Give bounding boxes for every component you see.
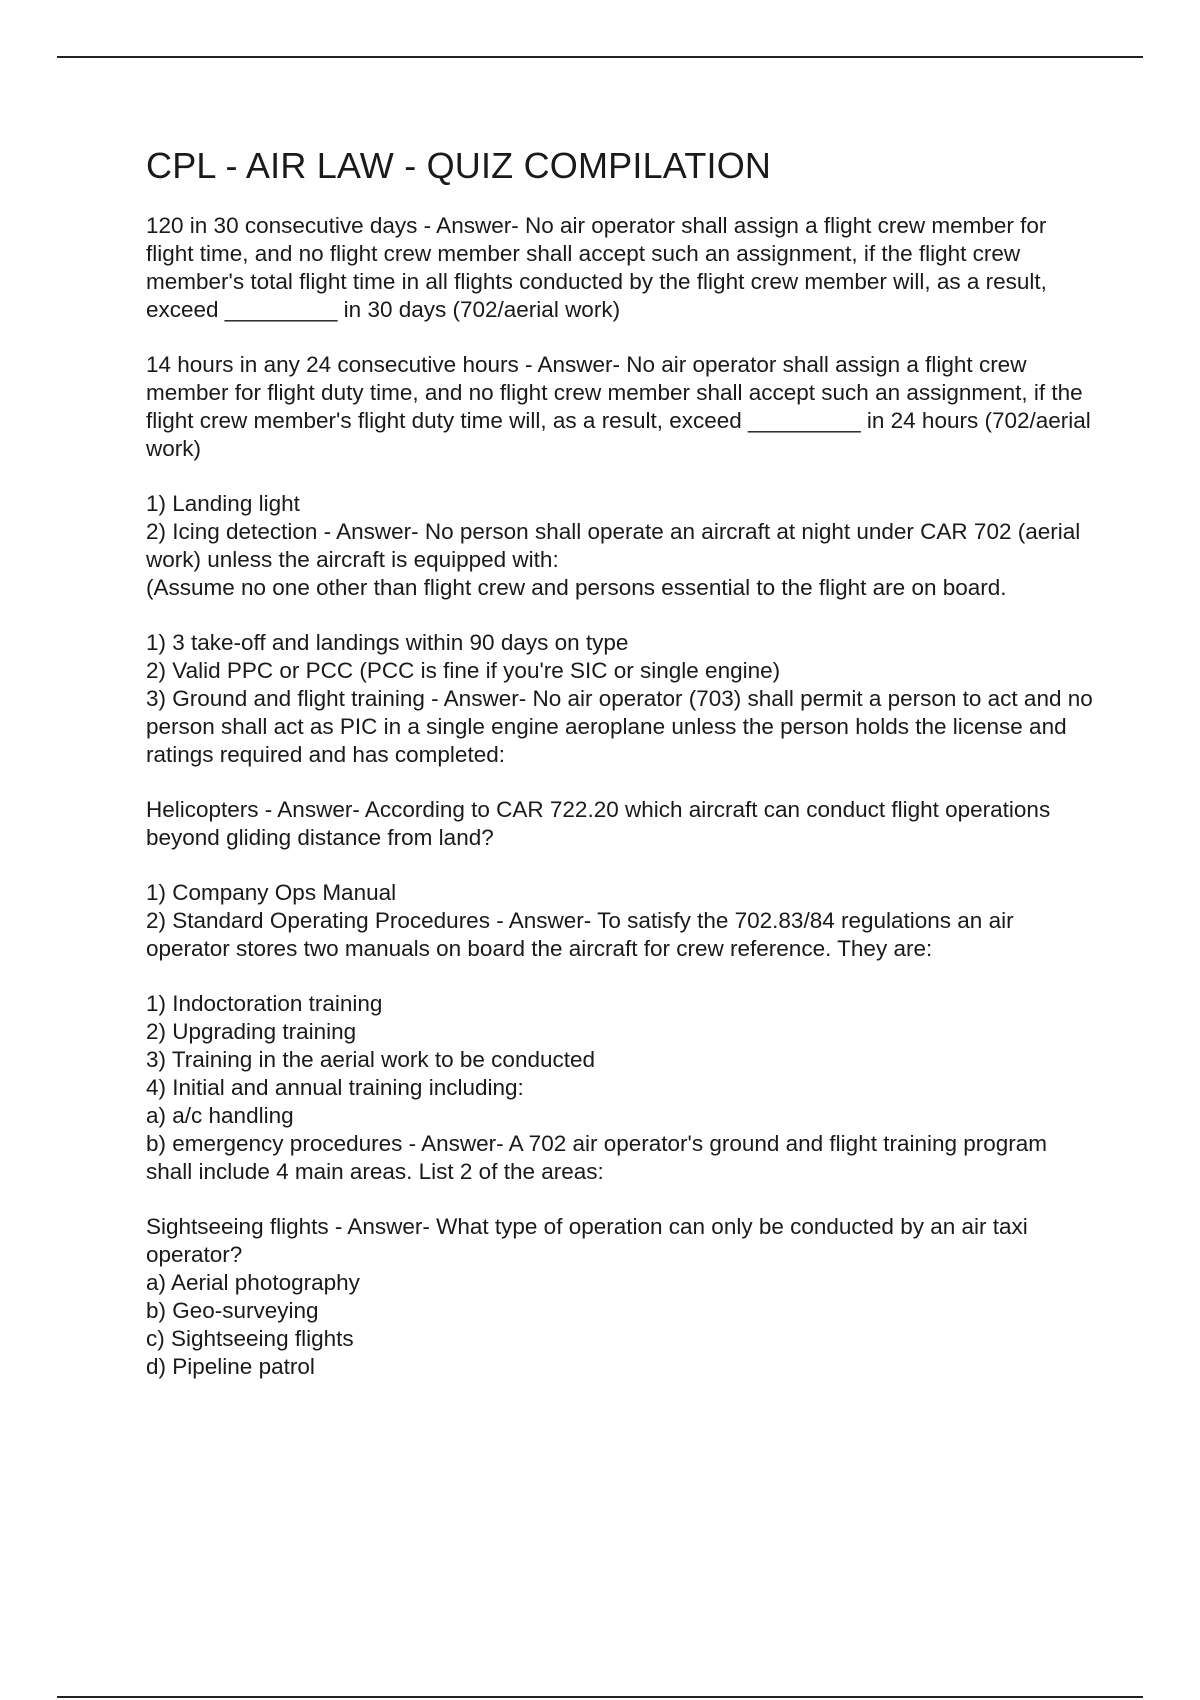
bottom-rule — [57, 1696, 1143, 1698]
qa-block-flight-duty-time: 14 hours in any 24 consecutive hours - Answer- No air operator shall assign a flight crew member for flight duty time, and no flight crew member shall accept such an assignment, if the flight crew member's flight duty time will, as a result, exceed _________ in 24 hours (702/aerial work) — [146, 352, 1091, 461]
document-body — [146, 140, 1096, 1408]
qa-block-gliding-distance: Helicopters - Answer- According to CAR 722.20 which aircraft can conduct flight operations beyond gliding distance from land? — [146, 797, 1051, 850]
qa-block-air-taxi-operation: Sightseeing flights - Answer- What type of operation can only be conducted by an air taxi operator? a) Aerial photography b) Geo-surveying c) Sightseeing flights d) Pipeline patrol — [146, 1214, 1028, 1379]
document-title: CPL - AIR LAW - QUIZ COMPILATION — [146, 145, 772, 186]
qa-block-onboard-manuals: 1) Company Ops Manual 2) Standard Operating Procedures - Answer- To satisfy the 702.83/84 regulations an air operator stores two manuals on board the aircraft for crew reference. They are: — [146, 880, 1014, 961]
qa-block-training-program: 1) Indoctoration training 2) Upgrading training 3) Training in the aerial work to be conducted 4) Initial and annual training including: a) a/c handling b) emergency procedures - Answer- A 702 air operator's ground and flight training program shall include 4 main areas. List 2 of the areas: — [146, 991, 1048, 1184]
qa-block-night-equipment: 1) Landing light 2) Icing detection - Answer- No person shall operate an aircraft at night under CAR 702 (aerial work) unless the aircraft is equipped with: (Assume no one other than flight crew and persons essential to the flight are on board. — [146, 491, 1081, 600]
top-rule — [57, 56, 1143, 58]
qa-block-flight-time-limit: 120 in 30 consecutive days - Answer- No air operator shall assign a flight crew member for flight time, and no flight crew member shall accept such an assignment, if the flight crew member's total flight time in all flights conducted by the flight crew member will, as a result, exceed _________ in 30 days (702/aerial work) — [146, 213, 1047, 322]
qa-block-pic-requirements: 1) 3 take-off and landings within 90 days on type 2) Valid PPC or PCC (PCC is fine if you're SIC or single engine) 3) Ground and flight training - Answer- No air operator (703) shall permit a person to act and no person shall act as PIC in a single engine aeroplane unless the person holds the license and ratings required and has completed: — [146, 630, 1093, 767]
